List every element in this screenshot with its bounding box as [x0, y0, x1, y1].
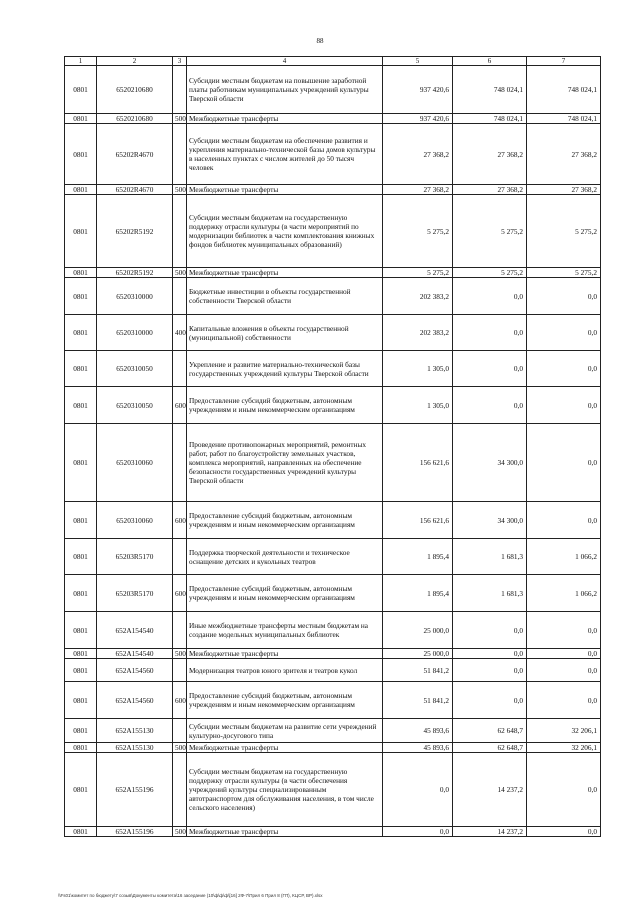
expense-type-cell: 500 [173, 743, 187, 753]
amount-year1-cell: 156 621,6 [383, 424, 453, 502]
amount-year1-cell: 5 275,2 [383, 195, 453, 268]
amount-year3-cell: 0,0 [527, 649, 601, 659]
amount-year3-cell: 27 368,2 [527, 124, 601, 185]
code-cell: 0801 [65, 575, 97, 612]
amount-year1-cell: 156 621,6 [383, 502, 453, 539]
expense-type-cell: 500 [173, 114, 187, 124]
code-cell: 0801 [65, 827, 97, 837]
description-cell: Межбюджетные трансферты [187, 827, 383, 837]
amount-year2-cell: 1 681,3 [453, 575, 527, 612]
code-cell: 0801 [65, 682, 97, 719]
amount-year3-cell: 0,0 [527, 659, 601, 682]
code-cell: 0801 [65, 268, 97, 278]
description-cell: Межбюджетные трансферты [187, 268, 383, 278]
amount-year3-cell: 1 066,2 [527, 575, 601, 612]
code-cell: 0801 [65, 502, 97, 539]
amount-year1-cell: 45 893,6 [383, 719, 453, 743]
table-row [65, 753, 601, 827]
code-cell: 0801 [65, 649, 97, 659]
amount-year3-cell: 0,0 [527, 424, 601, 502]
description-cell: Межбюджетные трансферты [187, 185, 383, 195]
description-cell: Межбюджетные трансферты [187, 743, 383, 753]
target-article-cell: 6520310000 [97, 315, 173, 351]
amount-year3-cell: 0,0 [527, 827, 601, 837]
amount-year3-cell: 5 275,2 [527, 268, 601, 278]
expense-type-cell [173, 719, 187, 743]
table-row [65, 124, 601, 185]
file-path-footer: \\Fs01\комитет по бюджету\7 созыв\Документы комитета\16 заседание (10\ф\ф\ф\[16] 2Ф-7\Прил 6 Прил 8 (ГП), КЦСР, ВР).xlsx [58, 893, 323, 898]
target-article-cell: 65202R4670 [97, 124, 173, 185]
description-cell: Субсидии местным бюджетам на повышение заработной платы работникам муниципальных учреждений культуры Тверской области [187, 66, 383, 114]
expense-type-cell: 400 [173, 315, 187, 351]
description-cell: Модернизация театров юного зрителя и театров кукол [187, 659, 383, 682]
expense-type-cell [173, 753, 187, 827]
target-article-cell: 65203R5170 [97, 539, 173, 575]
header-cell: 4 [187, 57, 383, 66]
target-article-cell: 652A154560 [97, 659, 173, 682]
description-cell: Предоставление субсидий бюджетным, автономным учреждениям и иным некоммерческим организациям [187, 575, 383, 612]
target-article-cell: 652A155130 [97, 743, 173, 753]
amount-year2-cell: 14 237,2 [453, 827, 527, 837]
amount-year1-cell: 1 305,0 [383, 387, 453, 424]
table-row [65, 682, 601, 719]
table-row [65, 659, 601, 682]
description-cell: Предоставление субсидий бюджетным, автономным учреждениям и иным некоммерческим организациям [187, 387, 383, 424]
header-cell: 3 [173, 57, 187, 66]
amount-year3-cell: 0,0 [527, 387, 601, 424]
code-cell: 0801 [65, 387, 97, 424]
table-row [65, 502, 601, 539]
amount-year2-cell: 0,0 [453, 682, 527, 719]
amount-year2-cell: 0,0 [453, 387, 527, 424]
amount-year2-cell: 34 300,0 [453, 502, 527, 539]
amount-year1-cell: 937 420,6 [383, 114, 453, 124]
table-row [65, 278, 601, 315]
amount-year2-cell: 5 275,2 [453, 268, 527, 278]
expense-type-cell: 600 [173, 502, 187, 539]
header-cell: 2 [97, 57, 173, 66]
expense-type-cell: 600 [173, 575, 187, 612]
amount-year1-cell: 51 841,2 [383, 659, 453, 682]
table-row [65, 387, 601, 424]
table-row [65, 719, 601, 743]
description-cell: Капитальные вложения в объекты государственной (муниципальной) собственности [187, 315, 383, 351]
code-cell: 0801 [65, 743, 97, 753]
amount-year2-cell: 27 368,2 [453, 124, 527, 185]
table-row [65, 424, 601, 502]
description-cell: Субсидии местным бюджетам на государственную поддержку отрасли культуры (в части мероприятий по модернизации библиотек в части комплектования книжных фондов библиотек муниципальных образований) [187, 195, 383, 268]
code-cell: 0801 [65, 66, 97, 114]
expense-type-cell [173, 278, 187, 315]
amount-year2-cell: 14 237,2 [453, 753, 527, 827]
target-article-cell: 6520310060 [97, 424, 173, 502]
amount-year3-cell: 0,0 [527, 682, 601, 719]
amount-year3-cell: 748 024,1 [527, 66, 601, 114]
expense-type-cell: 600 [173, 387, 187, 424]
table-row [65, 268, 601, 278]
code-cell: 0801 [65, 195, 97, 268]
code-cell: 0801 [65, 424, 97, 502]
table-row [65, 539, 601, 575]
code-cell: 0801 [65, 315, 97, 351]
description-cell: Межбюджетные трансферты [187, 649, 383, 659]
header-cell: 7 [527, 57, 601, 66]
amount-year2-cell: 0,0 [453, 278, 527, 315]
amount-year3-cell: 0,0 [527, 351, 601, 387]
description-cell: Предоставление субсидий бюджетным, автономным учреждениям и иным некоммерческим организациям [187, 502, 383, 539]
code-cell: 0801 [65, 124, 97, 185]
amount-year2-cell: 0,0 [453, 315, 527, 351]
expense-type-cell [173, 424, 187, 502]
table-row [65, 575, 601, 612]
amount-year2-cell: 1 681,3 [453, 539, 527, 575]
target-article-cell: 6520310000 [97, 278, 173, 315]
expense-type-cell: 500 [173, 268, 187, 278]
code-cell: 0801 [65, 719, 97, 743]
amount-year3-cell: 32 206,1 [527, 743, 601, 753]
budget-table [64, 56, 601, 837]
table-row [65, 114, 601, 124]
description-cell: Предоставление субсидий бюджетным, автономным учреждениям и иным некоммерческим организациям [187, 682, 383, 719]
expense-type-cell: 500 [173, 649, 187, 659]
table-row [65, 195, 601, 268]
description-cell: Укрепление и развитие материально-технической базы государственных учреждений культуры Тверской области [187, 351, 383, 387]
code-cell: 0801 [65, 185, 97, 195]
target-article-cell: 6520310050 [97, 387, 173, 424]
target-article-cell: 65202R5192 [97, 268, 173, 278]
table-row [65, 827, 601, 837]
amount-year1-cell: 0,0 [383, 827, 453, 837]
header-cell: 1 [65, 57, 97, 66]
table-row [65, 315, 601, 351]
description-cell: Бюджетные инвестиции в объекты государственной собственности Тверской области [187, 278, 383, 315]
code-cell: 0801 [65, 659, 97, 682]
header-cell: 6 [453, 57, 527, 66]
amount-year2-cell: 27 368,2 [453, 185, 527, 195]
expense-type-cell [173, 66, 187, 114]
header-cell: 5 [383, 57, 453, 66]
description-cell: Субсидии местным бюджетам на обеспечение развития и укрепления материально-технической базы домов культуры в населенных пунктах с числом жителей до 50 тысяч человек [187, 124, 383, 185]
code-cell: 0801 [65, 753, 97, 827]
description-cell: Субсидии местным бюджетам на государственную поддержку отрасли культуры (в части обеспечения учреждений культуры специализированным автотранспортом для обслуживания населения, в том числе сельского населения) [187, 753, 383, 827]
amount-year3-cell: 5 275,2 [527, 195, 601, 268]
amount-year1-cell: 5 275,2 [383, 268, 453, 278]
target-article-cell: 6520310060 [97, 502, 173, 539]
expense-type-cell [173, 612, 187, 649]
amount-year1-cell: 202 383,2 [383, 315, 453, 351]
amount-year3-cell: 1 066,2 [527, 539, 601, 575]
amount-year3-cell: 0,0 [527, 612, 601, 649]
table-row [65, 612, 601, 649]
description-cell: Субсидии местным бюджетам на развитие сети учреждений культурно-досугового типа [187, 719, 383, 743]
amount-year2-cell: 748 024,1 [453, 66, 527, 114]
expense-type-cell [173, 659, 187, 682]
table-header-row [65, 57, 601, 66]
table-row [65, 351, 601, 387]
amount-year2-cell: 34 300,0 [453, 424, 527, 502]
code-cell: 0801 [65, 539, 97, 575]
amount-year1-cell: 1 895,4 [383, 575, 453, 612]
description-cell: Межбюджетные трансферты [187, 114, 383, 124]
target-article-cell: 652A155130 [97, 719, 173, 743]
amount-year2-cell: 748 024,1 [453, 114, 527, 124]
amount-year2-cell: 0,0 [453, 649, 527, 659]
amount-year1-cell: 1 305,0 [383, 351, 453, 387]
amount-year3-cell: 32 206,1 [527, 719, 601, 743]
amount-year2-cell: 62 648,7 [453, 743, 527, 753]
target-article-cell: 652A154540 [97, 612, 173, 649]
table-row [65, 743, 601, 753]
table-body [65, 57, 601, 837]
amount-year1-cell: 27 368,2 [383, 185, 453, 195]
code-cell: 0801 [65, 114, 97, 124]
target-article-cell: 65202R4670 [97, 185, 173, 195]
target-article-cell: 65203R5170 [97, 575, 173, 612]
target-article-cell: 652A154560 [97, 682, 173, 719]
amount-year2-cell: 62 648,7 [453, 719, 527, 743]
amount-year1-cell: 1 895,4 [383, 539, 453, 575]
amount-year3-cell: 0,0 [527, 753, 601, 827]
target-article-cell: 652A155196 [97, 827, 173, 837]
amount-year2-cell: 0,0 [453, 612, 527, 649]
target-article-cell: 6520210680 [97, 66, 173, 114]
expense-type-cell [173, 351, 187, 387]
table-row [65, 66, 601, 114]
expense-type-cell [173, 539, 187, 575]
amount-year1-cell: 937 420,6 [383, 66, 453, 114]
target-article-cell: 652A155196 [97, 753, 173, 827]
amount-year3-cell: 0,0 [527, 315, 601, 351]
amount-year1-cell: 0,0 [383, 753, 453, 827]
target-article-cell: 6520310050 [97, 351, 173, 387]
amount-year2-cell: 0,0 [453, 659, 527, 682]
description-cell: Проведение противопожарных мероприятий, ремонтных работ, работ по благоустройству земельных участков, комплекса мероприятий, направленных на обеспечение безопасности государственных учреждений культуры Тверской области [187, 424, 383, 502]
expense-type-cell: 600 [173, 682, 187, 719]
amount-year1-cell: 25 000,0 [383, 649, 453, 659]
code-cell: 0801 [65, 351, 97, 387]
description-cell: Иные межбюджетные трансферты местным бюджетам на создание модельных муниципальных библиотек [187, 612, 383, 649]
amount-year3-cell: 0,0 [527, 278, 601, 315]
code-cell: 0801 [65, 278, 97, 315]
amount-year3-cell: 0,0 [527, 502, 601, 539]
amount-year1-cell: 51 841,2 [383, 682, 453, 719]
expense-type-cell: 500 [173, 185, 187, 195]
table-row [65, 185, 601, 195]
amount-year3-cell: 27 368,2 [527, 185, 601, 195]
target-article-cell: 65202R5192 [97, 195, 173, 268]
expense-type-cell [173, 124, 187, 185]
amount-year1-cell: 45 893,6 [383, 743, 453, 753]
amount-year2-cell: 5 275,2 [453, 195, 527, 268]
amount-year1-cell: 27 368,2 [383, 124, 453, 185]
amount-year1-cell: 202 383,2 [383, 278, 453, 315]
amount-year2-cell: 0,0 [453, 351, 527, 387]
page-number: 88 [316, 37, 324, 45]
target-article-cell: 6520210680 [97, 114, 173, 124]
expense-type-cell [173, 195, 187, 268]
amount-year3-cell: 748 024,1 [527, 114, 601, 124]
code-cell: 0801 [65, 612, 97, 649]
expense-type-cell: 500 [173, 827, 187, 837]
table-row [65, 649, 601, 659]
description-cell: Поддержка творческой деятельности и техническое оснащение детских и кукольных театров [187, 539, 383, 575]
amount-year1-cell: 25 000,0 [383, 612, 453, 649]
target-article-cell: 652A154540 [97, 649, 173, 659]
